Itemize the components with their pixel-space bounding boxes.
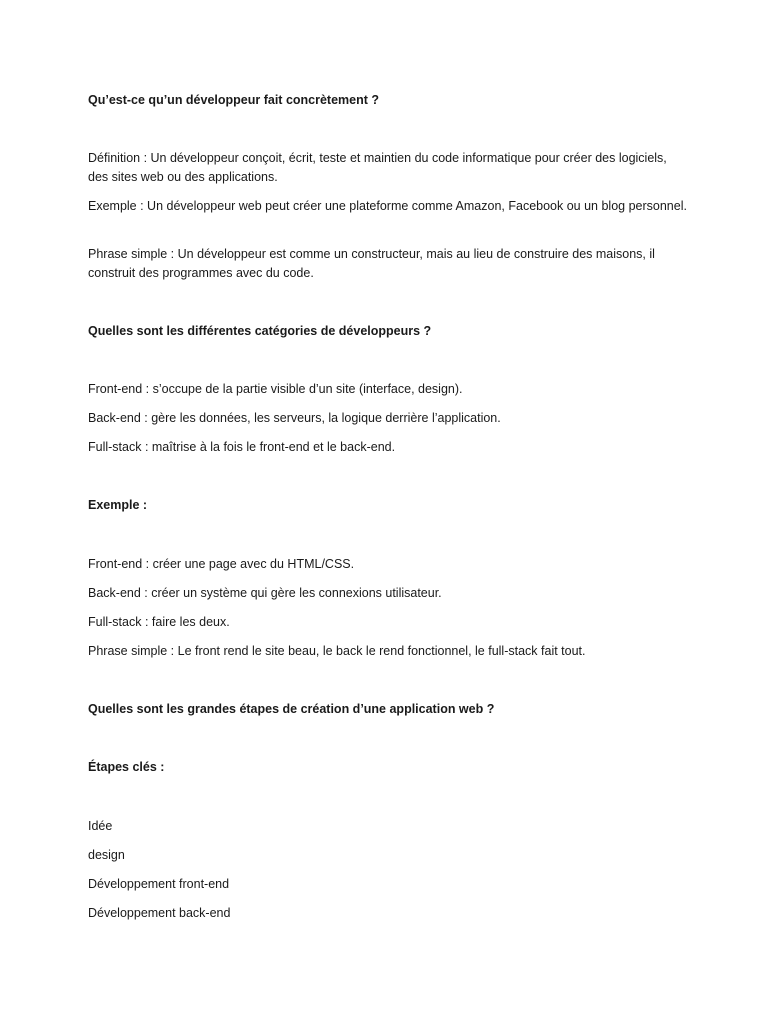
fullstack-example: Full-stack : faire les deux. xyxy=(88,615,230,629)
simple-phrase-paragraph-2: Phrase simple : Le front rend le site beau, le back le rend fonctionnel, le full-stack fait tout. xyxy=(88,644,586,658)
frontend-definition: Front-end : s’occupe de la partie visible d’un site (interface, design). xyxy=(88,382,463,396)
heading-key-steps: Étapes clés : xyxy=(88,760,165,774)
fullstack-definition: Full-stack : maîtrise à la fois le front-end et le back-end. xyxy=(88,440,396,454)
list-item: Idée xyxy=(88,819,113,833)
list-item: Développement back-end xyxy=(88,906,231,920)
backend-definition: Back-end : gère les données, les serveurs, la logique derrière l’application. xyxy=(88,411,501,425)
heading-example: Exemple : xyxy=(88,498,148,512)
frontend-example: Front-end : créer une page avec du HTML/CSS. xyxy=(88,557,355,571)
list-item: design xyxy=(88,848,125,862)
heading-developer-categories: Quelles sont les différentes catégories de développeurs ? xyxy=(88,324,432,338)
example-paragraph: Exemple : Un développeur web peut créer une plateforme comme Amazon, Facebook ou un blog personnel. xyxy=(88,199,687,213)
backend-example: Back-end : créer un système qui gère les connexions utilisateur. xyxy=(88,586,442,600)
list-item: Développement front-end xyxy=(88,877,230,891)
heading-creation-steps: Quelles sont les grandes étapes de création d’une application web ? xyxy=(88,702,495,716)
simple-phrase-paragraph: Phrase simple : Un développeur est comme un constructeur, mais au lieu de construire des maisons, il construit des programmes avec du code. xyxy=(88,247,655,280)
heading-developer-role: Qu’est-ce qu’un développeur fait concrètement ? xyxy=(88,93,380,107)
definition-paragraph: Définition : Un développeur conçoit, écrit, teste et maintien du code informatique pour créer des logiciels, des sites web ou des applications. xyxy=(88,151,667,184)
